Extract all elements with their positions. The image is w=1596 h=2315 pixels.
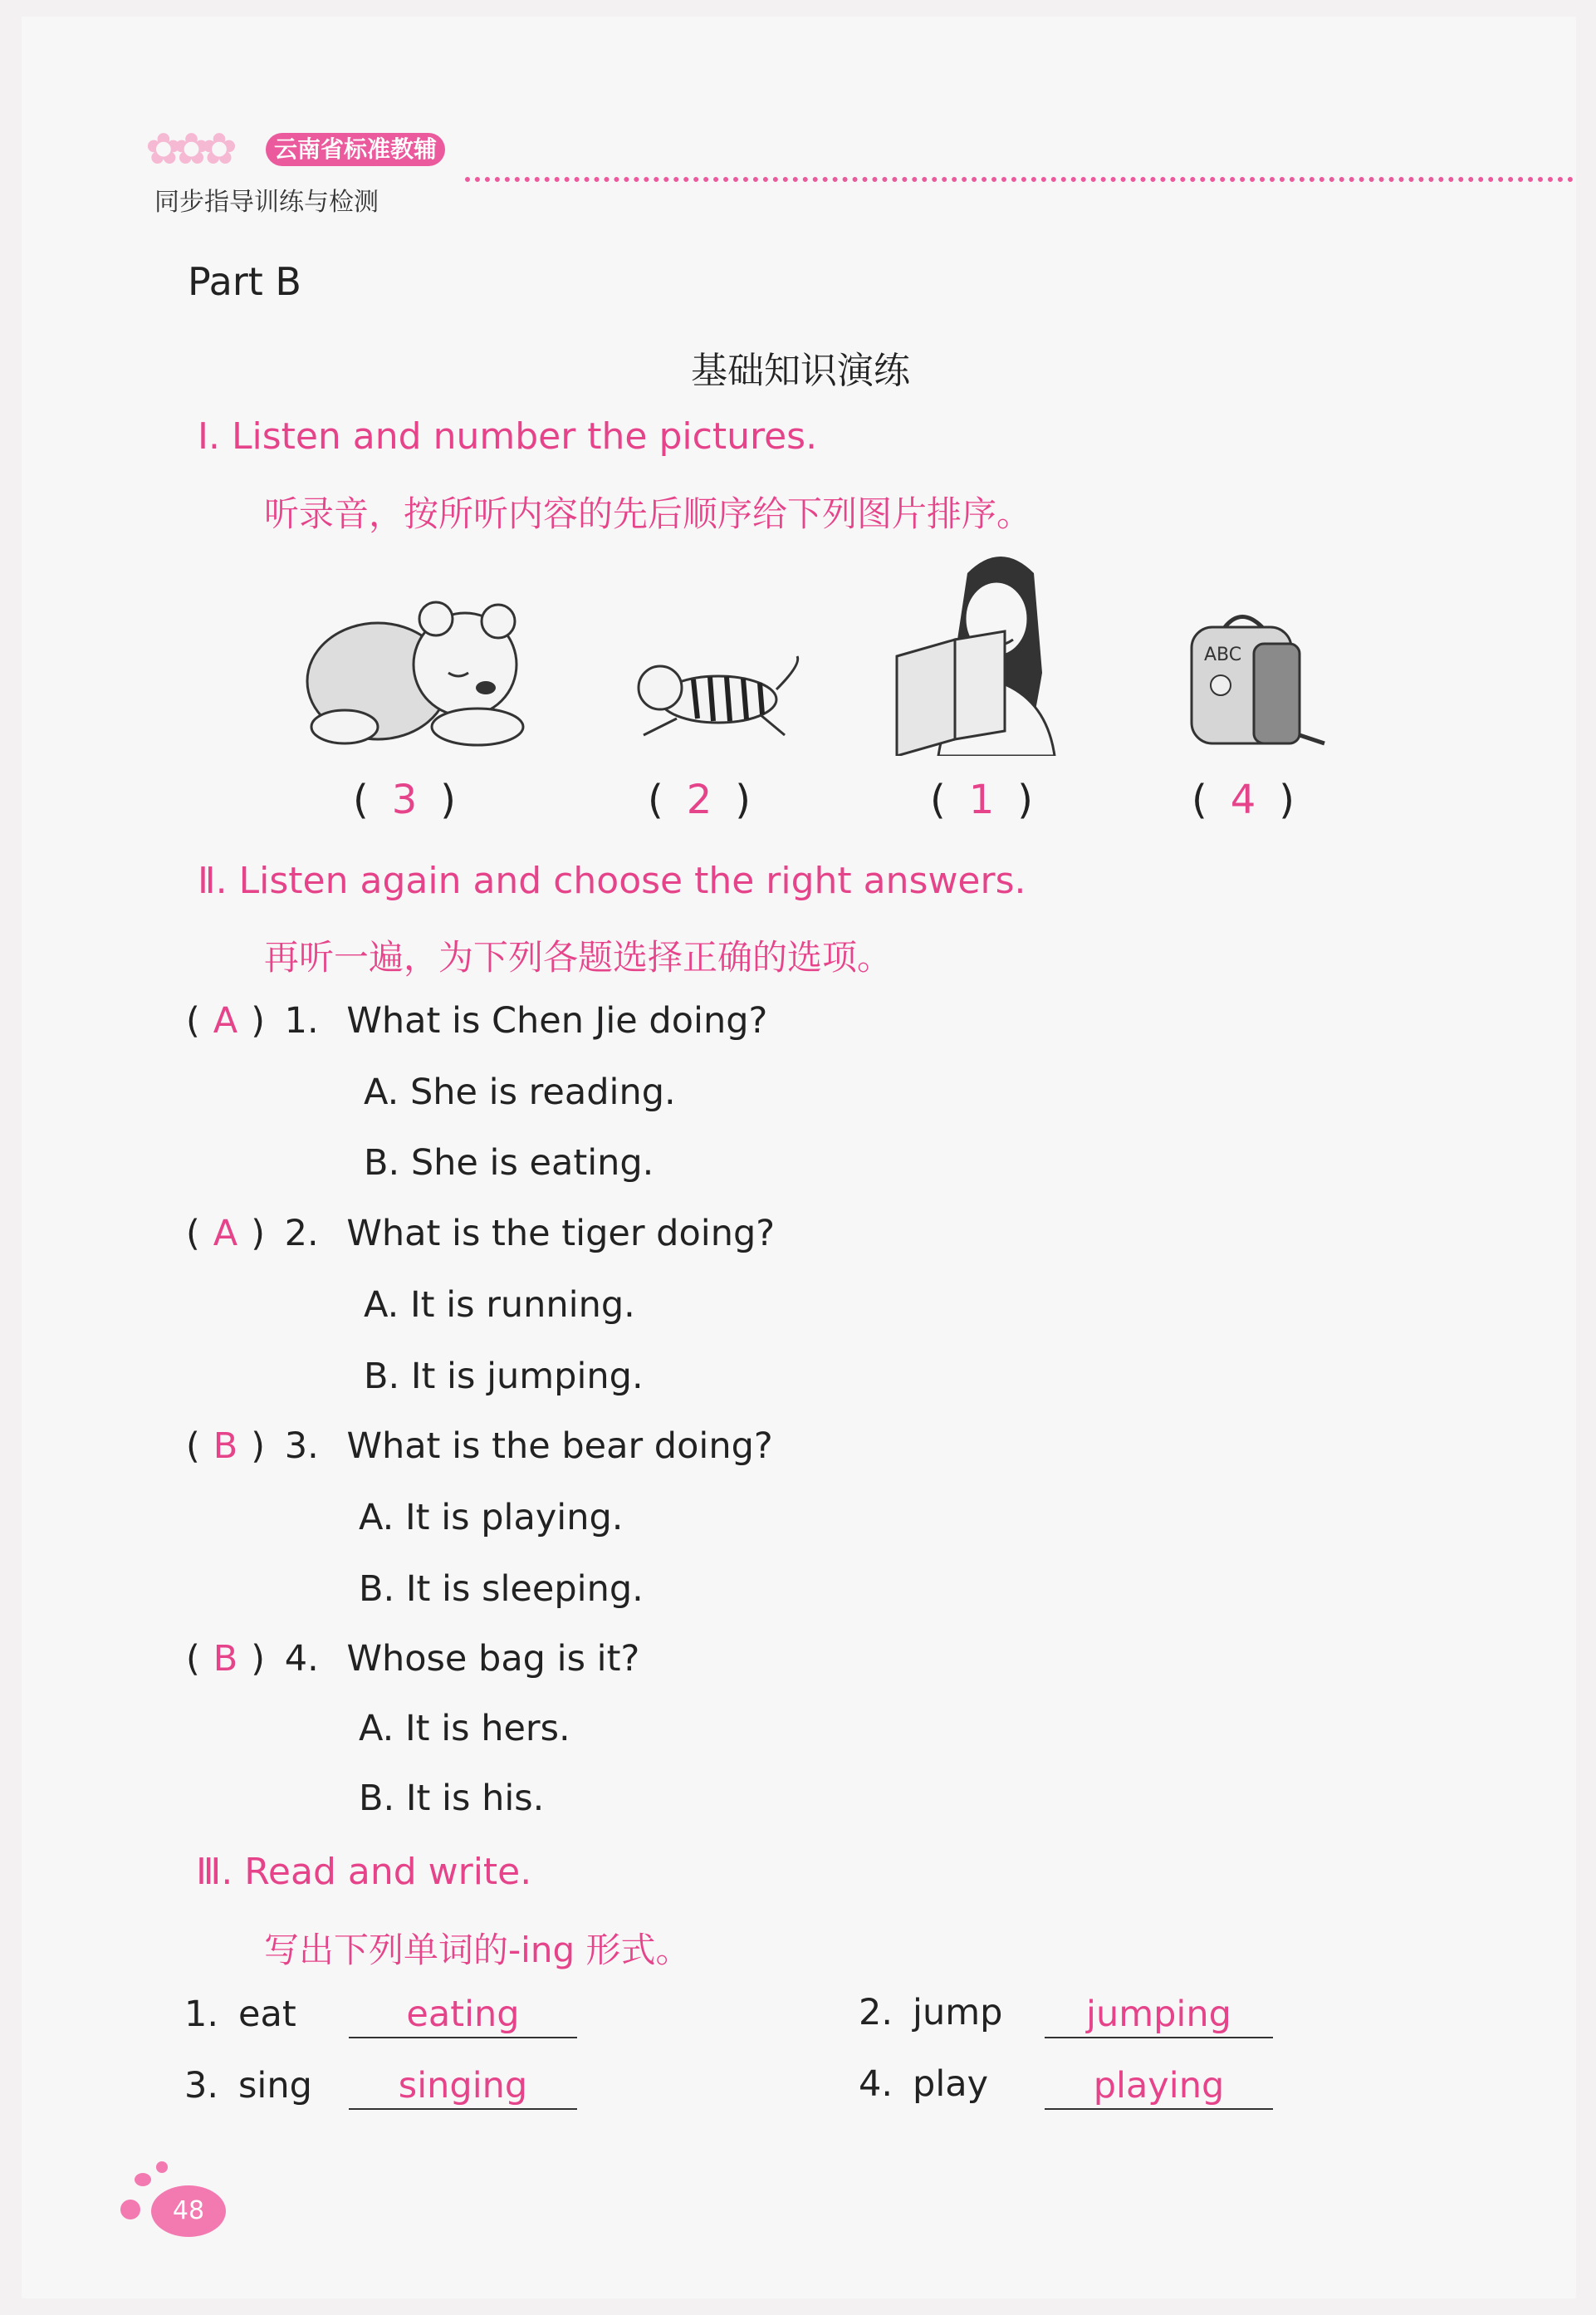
section2-title: Ⅱ. Listen again and choose the right answers. (198, 860, 1026, 902)
write-answer-1: eating (406, 1994, 520, 2035)
write-line-4 (1045, 2108, 1273, 2110)
write-item-2: 2. jump (859, 1992, 1003, 2033)
svg-text:ABC: ABC (1204, 645, 1242, 665)
picture-answer-tiger: ( 2 ) (648, 777, 751, 823)
header-dotted-rule (465, 177, 1574, 182)
tiger-picture (627, 648, 810, 748)
question-4-option-a: A. It is hers. (359, 1708, 570, 1749)
question-1: ( A ) 1. What is Chen Jie doing? (186, 1000, 768, 1042)
write-answer-3: singing (398, 2065, 528, 2107)
header-subtitle: 同步指导训练与检测 (154, 188, 379, 217)
write-item-4: 4. play (859, 2063, 989, 2105)
schoolbag-picture (1175, 611, 1329, 752)
page-number: 48 (151, 2185, 226, 2237)
page-dot-decoration (120, 2200, 140, 2219)
question-3: ( B ) 3. What is the bear doing? (186, 1425, 773, 1467)
header-badge: 云南省标准教辅 (266, 133, 445, 166)
question-2-option-b: B. It is jumping. (364, 1356, 644, 1397)
section3-title: Ⅲ. Read and write. (196, 1851, 532, 1893)
section1-subtitle: 听录音，按所听内容的先后顺序给下列图片排序。 (264, 493, 1032, 534)
question-4: ( B ) 4. Whose bag is it? (186, 1638, 640, 1680)
write-line-1 (349, 2037, 577, 2038)
picture-answer-bag: ( 4 ) (1192, 777, 1295, 823)
girl-reading-picture (889, 557, 1104, 756)
write-line-2 (1045, 2037, 1273, 2038)
write-answer-2: jumping (1086, 1994, 1231, 2035)
question-4-option-b: B. It is his. (359, 1778, 545, 1819)
page-title: 基础知识演练 (691, 350, 910, 392)
picture-answer-girl: ( 1 ) (930, 777, 1034, 823)
page-dot-decoration (135, 2173, 151, 2186)
write-item-1: 1. eat (184, 1994, 296, 2035)
question-3-option-a: A. It is playing. (359, 1497, 624, 1538)
section2-subtitle: 再听一遍，为下列各题选择正确的选项。 (264, 937, 893, 978)
header-stars-decoration: ✿✿✿ (145, 125, 229, 174)
write-item-3: 3. sing (184, 2065, 312, 2107)
write-line-3 (349, 2108, 577, 2110)
write-answer-4: playing (1093, 2065, 1225, 2107)
section1-title: Ⅰ. Listen and number the pictures. (198, 415, 818, 458)
sleeping-bear-picture (299, 590, 548, 756)
page-dot-decoration (156, 2161, 168, 2173)
question-2-option-a: A. It is running. (364, 1284, 635, 1326)
question-3-option-b: B. It is sleeping. (359, 1568, 644, 1610)
picture-answer-bear: ( 3 ) (353, 777, 457, 823)
question-1-option-a: A. She is reading. (364, 1072, 676, 1113)
question-1-option-b: B. She is eating. (364, 1142, 654, 1184)
part-label: Part B (188, 259, 301, 304)
section3-subtitle: 写出下列单词的-ing 形式。 (264, 1930, 691, 1970)
question-2: ( A ) 2. What is the tiger doing? (186, 1213, 776, 1254)
